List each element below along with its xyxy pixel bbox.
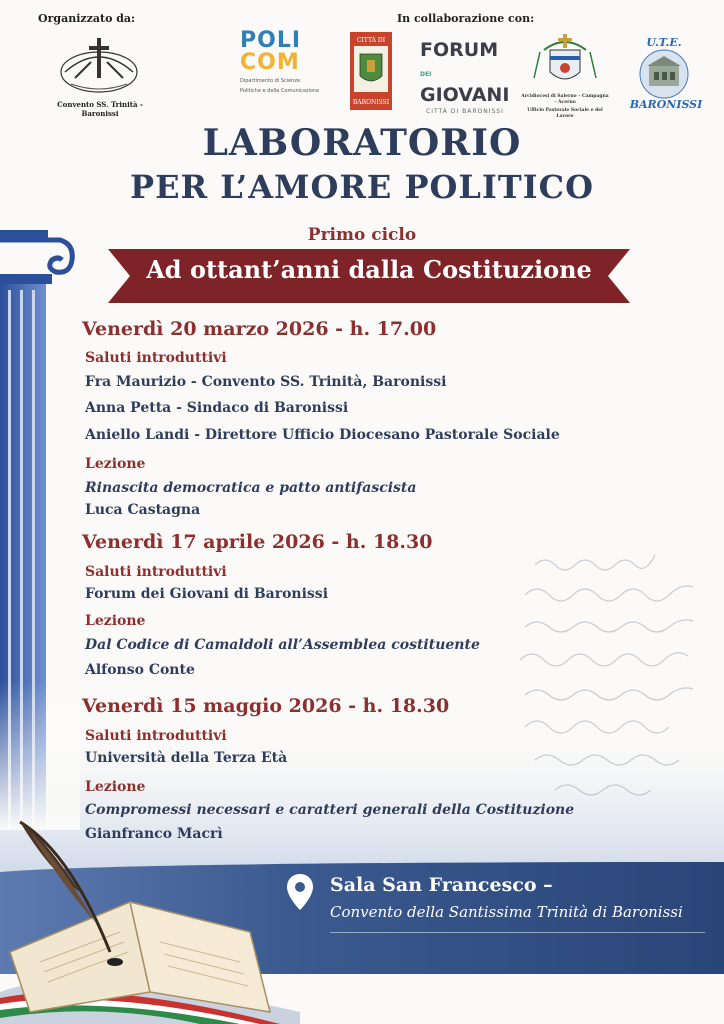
event-1-speaker: Luca Castagna (85, 502, 201, 518)
policom-sub1: Dipartimento di Scienze (240, 78, 301, 84)
event-3-date: Venerdì 15 maggio 2026 - h. 18.30 (82, 695, 450, 717)
event-3-lesson-title: Compromessi necessari e caratteri generali della Costituzione (85, 802, 575, 818)
event-1-greeting-3: Aniello Landi - Direttore Ufficio Diocesano Pastorale Sociale (85, 427, 560, 443)
venue-name: Sala San Francesco – (330, 874, 553, 896)
event-1-date: Venerdì 20 marzo 2026 - h. 17.00 (82, 318, 437, 340)
forum-giovani-logo (420, 39, 510, 115)
venue-address: Convento della Santissima Trinità di Baronissi (330, 903, 683, 921)
event-2-greeting-1: Forum dei Giovani di Baronissi (85, 586, 329, 602)
policom-line2: COM (240, 50, 300, 75)
event-2-greetings-label: Saluti introduttivi (85, 564, 227, 580)
book-and-quill-illustration (0, 812, 300, 1024)
event-1-greeting-2: Anna Petta - Sindaco di Baronissi (85, 400, 349, 416)
policom-line1: POLI (240, 28, 302, 53)
ionic-column-illustration (0, 230, 80, 830)
diocesi-logo (520, 32, 610, 119)
policom-logo (240, 30, 335, 105)
collaboration-label: In collaborazione con: (397, 12, 535, 25)
organized-by-label: Organizzato da: (38, 12, 136, 25)
citta-bottom-text: BARONISSI (352, 99, 390, 106)
event-2-lesson-title: Dal Codice di Camaldoli all’Assemblea costituente (85, 637, 480, 653)
page-title-line2: PER L’AMORE POLITICO (130, 168, 594, 206)
event-2-date: Venerdì 17 aprile 2026 - h. 18.30 (82, 531, 433, 553)
ute-bottom-text: BARONISSI (629, 98, 703, 110)
event-3-greetings-label: Saluti introduttivi (85, 728, 227, 744)
citta-baronissi-logo (350, 32, 392, 110)
forum-line1: FORUM (420, 39, 499, 61)
page-title-line1: LABORATORIO (202, 122, 522, 164)
ute-top-text: U.T.E. (646, 36, 682, 49)
subtitle-text: Ad ottant’anni dalla Costituzione (146, 255, 592, 284)
event-3-lesson-label: Lezione (85, 779, 146, 795)
forum-small: DEI (420, 71, 432, 78)
event-2-lesson-label: Lezione (85, 613, 146, 629)
forum-line2: GIOVANI (420, 84, 510, 106)
diocesi-line1: Arcidiocesi di Salerno – Campagna – Acerno (521, 94, 609, 105)
policom-sub2: Politiche e della Comunicazione (240, 88, 320, 94)
handwritten-script-decoration (515, 515, 724, 815)
event-3-greeting-1: Università della Terza Età (85, 750, 288, 766)
event-1-greeting-1: Fra Maurizio - Convento SS. Trinità, Baronissi (85, 374, 447, 390)
event-2-speaker: Alfonso Conte (85, 662, 195, 678)
event-1-greetings-label: Saluti introduttivi (85, 350, 227, 366)
event-1-lesson-label: Lezione (85, 456, 146, 472)
convento-logo (55, 32, 143, 98)
diocesi-coat-of-arms-icon (520, 32, 610, 88)
ute-logo (622, 32, 712, 110)
cycle-label: Primo ciclo (307, 225, 417, 245)
citta-top-text: CITTÀ DI (356, 37, 386, 44)
forum-sub: CITTÀ DI BARONISSI (426, 108, 504, 115)
event-3-speaker: Gianfranco Macrì (85, 826, 223, 842)
event-1-lesson-title: Rinascita democratica e patto antifascista (85, 480, 417, 496)
organizer-name: Convento SS. Trinità - Baronissi (57, 100, 143, 118)
venue-divider (330, 932, 705, 933)
diocesi-line2: Ufficio Pastorale Sociale e del Lavoro (527, 108, 603, 119)
